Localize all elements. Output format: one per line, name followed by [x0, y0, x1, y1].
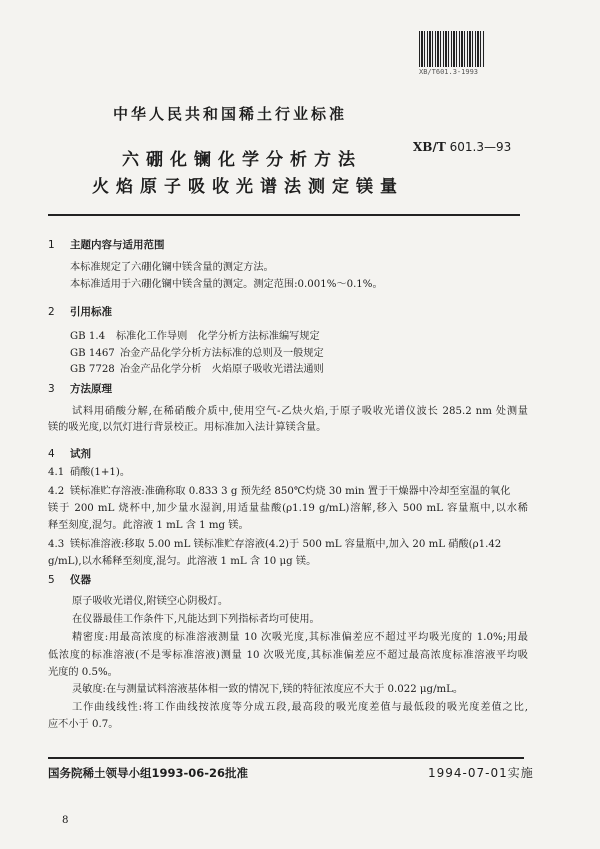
barcode: [419, 31, 485, 67]
header-rule: [48, 214, 520, 216]
page-number: 8: [62, 815, 69, 826]
standard-number: XB/T 601.3—93: [413, 140, 512, 154]
reagent-4-3: 4.3 镁标准溶液:移取 5.00 mL 镁标准贮存溶液(4.2)于 500 mL 容量瓶中,加入 20 mL 硝酸(ρ1.42: [48, 539, 502, 550]
body-line: 本标准规定了六硼化镧中镁含量的测定方法。: [70, 262, 274, 273]
approval-note: 国务院稀土领导小组1993-06-26批准: [48, 766, 249, 780]
section-2-heading: 2 引用标准: [48, 306, 112, 318]
body-line: 应不小于 0.7。: [48, 719, 119, 730]
section-5-heading: 5 仪器: [48, 574, 91, 586]
section-1-heading: 1 主题内容与适用范围: [48, 239, 165, 251]
effective-date: 1994-07-01实施: [428, 766, 534, 780]
doc-title-line1: 六硼化镧化学分析方法: [122, 150, 362, 170]
reference-item: GB 1.4 标准化工作导则 化学分析方法标准编写规定: [70, 331, 320, 342]
body-line: 镁于 200 mL 烧杯中,加少量水湿润,用适量盐酸(ρ1.19 g/mL)溶解,移入 500 mL 容量瓶中,以水稀: [48, 503, 528, 514]
reference-item: GB 7728 冶金产品化学分析 火焰原子吸收光谱法通则: [70, 364, 324, 375]
barcode-caption: XB/T601.3-1993: [419, 68, 479, 76]
footer-rule: [48, 757, 524, 759]
reference-item: GB 1467 冶金产品化学分析方法标准的总则及一般规定: [70, 348, 324, 359]
section-3-heading: 3 方法原理: [48, 383, 112, 395]
body-line: 工作曲线线性:将工作曲线按浓度等分成五段,最高段的吸光度差值与最低段的吸光度差值之比,: [72, 702, 528, 713]
body-line: g/mL),以水稀释至刻度,混匀。此溶液 1 mL 含 10 μg 镁。: [48, 556, 317, 567]
reagent-4-1: 4.1 硝酸(1+1)。: [48, 467, 131, 478]
body-line: 灵敏度:在与测量试料溶液基体相一致的情况下,镁的特征浓度应不大于 0.022 μg/mL。: [72, 684, 464, 695]
body-line: 试料用硝酸分解,在稀硝酸介质中,使用空气-乙炔火焰,于原子吸收光谱仪波长 285.2 nm 处测量: [72, 406, 528, 417]
body-line: 在仪器最佳工作条件下,凡能达到下列指标者均可使用。: [72, 614, 320, 625]
body-line: 原子吸收光谱仪,附镁空心阴极灯。: [72, 596, 229, 607]
doc-title-line2: 火焰原子吸收光谱法测定镁量: [92, 177, 404, 197]
body-line: 精密度:用最高浓度的标准溶液测量 10 次吸光度,其标准偏差应不超过平均吸光度的 1.0%;用最: [72, 632, 528, 643]
body-line: 本标准适用于六硼化镧中镁含量的测定。测定范围:0.001%～0.1%。: [70, 279, 383, 290]
agency-title: 中华人民共和国稀土行业标准: [113, 105, 348, 123]
body-line: 镁的吸光度,以氘灯进行背景校正。用标准加入法计算镁含量。: [48, 422, 327, 433]
body-line: 释至刻度,混匀。此溶液 1 mL 含 1 mg 镁。: [48, 520, 249, 531]
reagent-4-2: 4.2 镁标准贮存溶液:准确称取 0.833 3 g 预先经 850℃灼烧 30 min 置于干燥器中冷却至室温的氧化: [48, 486, 511, 497]
section-4-heading: 4 试剂: [48, 448, 91, 460]
body-line: 光度的 0.5%。: [48, 667, 118, 678]
body-line: 低浓度的标准溶液(不是零标准溶液)测量 10 次吸光度,其标准偏差应不超过最高浓度标准溶液平均吸: [48, 650, 528, 661]
